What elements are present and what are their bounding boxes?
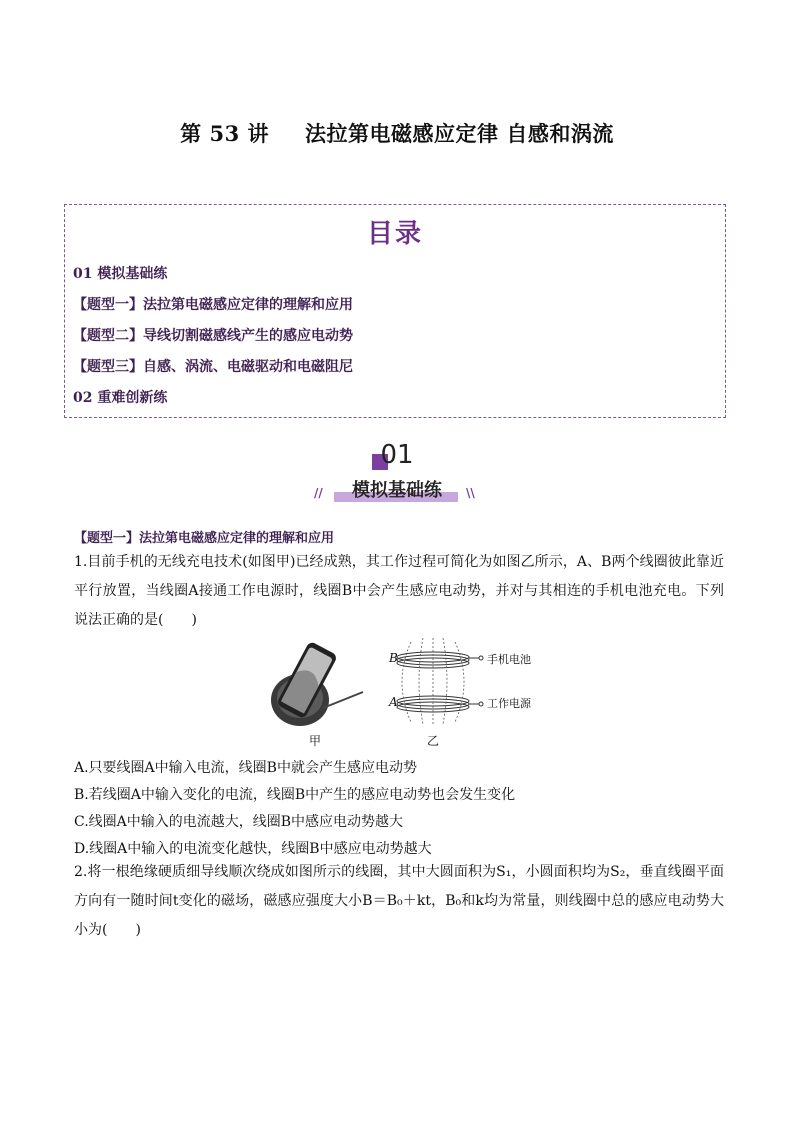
phone-battery-label: 手机电池 xyxy=(487,653,531,666)
question-1-stem: 1.目前手机的无线充电技术(如图甲)已经成熟，其工作过程可简化为如图乙所示，A、B两个线圈彼此靠近平行放置，当线圈A接通工作电源时，线圈B中会产生感应电动势，并对与其相连的手机电池充电。下列说法正确的是( ) xyxy=(74,554,724,628)
lecture-number: 第 53 讲 xyxy=(180,121,270,146)
lecture-topic: 法拉第电磁感应定律 自感和涡流 xyxy=(305,121,614,146)
page-title xyxy=(0,118,794,148)
section-name: 模拟基础练 xyxy=(352,480,442,501)
question-1-option-d[interactable]: D.线圈A中输入的电流变化越快，线圈B中感应电动势越大 xyxy=(74,841,432,857)
power-source-label: 工作电源 xyxy=(487,697,531,710)
question-1-option-c[interactable]: C.线圈A中输入的电流越大，线圈B中感应电动势越大 xyxy=(74,814,404,830)
question-1-figure xyxy=(265,638,530,750)
section-number: 01 xyxy=(0,440,794,470)
coil-b-label: B xyxy=(389,651,398,665)
question-type-heading: 【题型一】法拉第电磁感应定律的理解和应用 xyxy=(74,531,335,546)
figure-label-yi: 乙 xyxy=(427,734,440,748)
toc-item-section-01[interactable]: 01 模拟基础练 xyxy=(73,266,168,282)
table-of-contents xyxy=(64,204,726,418)
toc-item-type-1[interactable]: 【题型一】法拉第电磁感应定律的理解和应用 xyxy=(73,297,353,313)
figure-label-jia: 甲 xyxy=(309,734,322,748)
toc-item-type-3[interactable]: 【题型三】自感、涡流、电磁驱动和电磁阻尼 xyxy=(73,359,353,375)
toc-item-type-2[interactable]: 【题型二】导线切割磁感线产生的感应电动势 xyxy=(73,328,353,344)
coil-a-label: A xyxy=(389,695,398,709)
toc-heading: 目录 xyxy=(366,219,423,249)
section-banner xyxy=(312,474,482,506)
banner-slash-left-icon: // xyxy=(314,486,323,500)
toc-item-section-02[interactable]: 02 重难创新练 xyxy=(73,390,168,406)
question-1-option-b[interactable]: B.若线圈A中输入变化的电流，线圈B中产生的感应电动势也会发生变化 xyxy=(74,787,516,803)
question-2-stem: 2.将一根绝缘硬质细导线顺次绕成如图所示的线圈，其中大圆面积为S₁，小圆面积均为S₂，垂直线圈平面方向有一随时间t变化的磁场，磁感应强度大小B＝B₀＋kt，B₀和k均为常量，则线圈中总的感应电动势大小为( ) xyxy=(74,864,724,938)
question-1-option-a[interactable]: A.只要线圈A中输入电流，线圈B中就会产生感应电动势 xyxy=(74,760,417,776)
banner-slash-right-icon: \\ xyxy=(466,486,475,500)
